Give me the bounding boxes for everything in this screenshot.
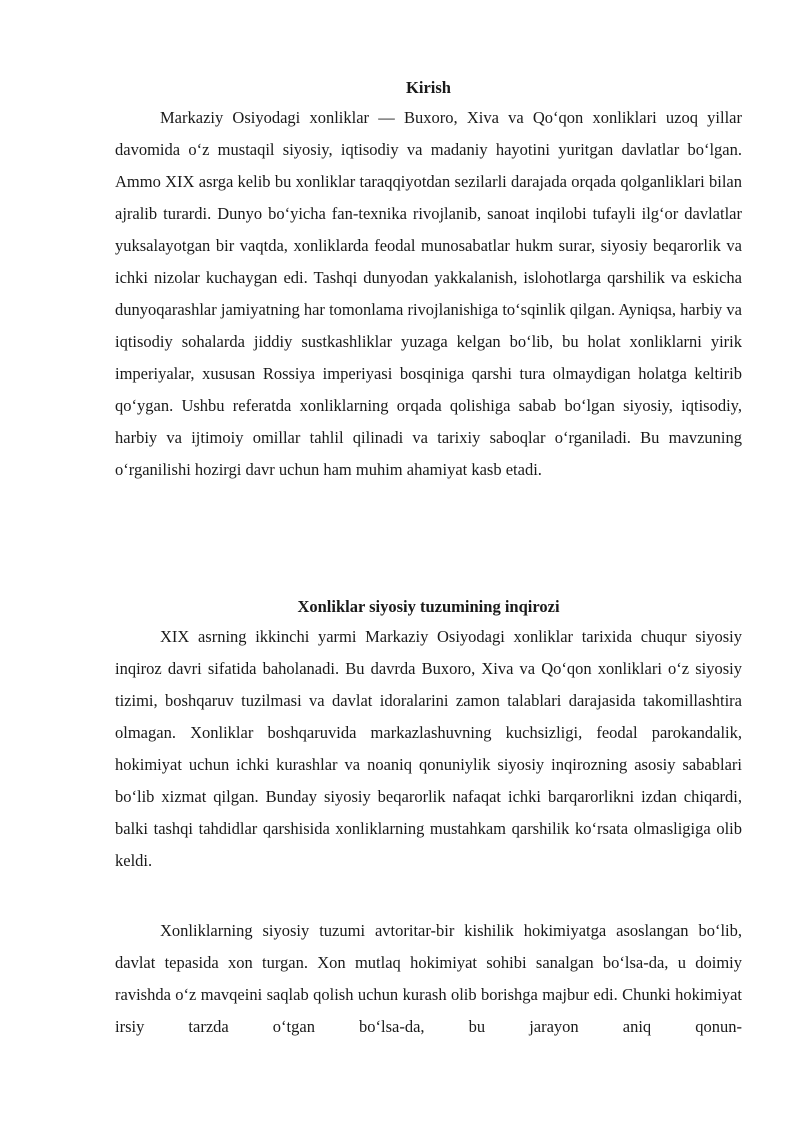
introduction-paragraph: Markaziy Osiyodagi xonliklar — Buxoro, Xiva va Qo‘qon xonliklari uzoq yillar davomida o‘z mustaqil siyosiy, iqtisodiy va madaniy hayotini yuritgan davlatlar bo‘lgan. Ammo XIX asrga kelib bu xonliklar taraqqiyotdan sezilarli darajada orqada qolganliklari bilan ajralib turardi. Dunyo bo‘yicha fan-texnika rivojlanib, sanoat inqilobi tufayli ilg‘or davlatlar yuksalayotgan bir vaqtda, xonliklarda feodal munosabatlar hukm surar, siyosiy beqarorlik va ichki nizolar kuchaygan edi. Tashqi dunyodan yakkalanish, islohotlarga qarshilik va eskicha dunyoqarashlar jamiyatning har tomonlama rivojlanishiga to‘sqinlik qilgan. Ayniqsa, harbiy va iqtisodiy sohalarda jiddiy sustkashliklar yuzaga kelgan bo‘lib, bu holat xonliklarni yirik imperiyalar, xususan Rossiya imperiyasi bosqiniga qarshi tura olmaydigan holatga keltirib qo‘ygan. Ushbu referatda xonliklarning orqada qolishiga sabab bo‘lgan siyosiy, iqtisodiy, harbiy va ijtimoiy omillar tahlil qilinadi va tarixiy saboqlar o‘rganiladi. Bu mavzuning o‘rganilishi hozirgi davr uchun ham muhim ahamiyat kasb etadi.: [115, 108, 742, 479]
section-heading-introduction: Kirish: [406, 78, 451, 97]
section-heading-political-crisis: Xonliklar siyosiy tuzumining inqirozi: [297, 597, 560, 616]
political-crisis-paragraph-2: Xonliklarning siyosiy tuzumi avtoritar-bir kishilik hokimiyatga asoslangan bo‘lib, davlat tepasida xon turgan. Xon mutlaq hokimiyat sohibi sanalgan bo‘lsa-da, u doimiy ravishda o‘z mavqeini saqlab qolish uchun kurash olib borishga majbur edi. Chunki hokimiyat irsiy tarzda o‘tgan bo‘lsa-da, bu jarayon aniq qonun-: [115, 921, 742, 1036]
political-crisis-paragraph-1: XIX asrning ikkinchi yarmi Markaziy Osiyodagi xonliklar tarixida chuqur siyosiy inqiroz davri sifatida baholanadi. Bu davrda Buxoro, Xiva va Qo‘qon xonliklari o‘z siyosiy tizimi, boshqaruv tuzilmasi va davlat idoralarini zamon talablari darajasida takomillashtira olmagan. Xonliklar boshqaruvida markazlashuvning kuchsizligi, feodal parokandalik, hokimiyat uchun ichki kurashlar va noaniq qonuniylik siyosiy inqirozning asosiy sabablari bo‘lib xizmat qilgan. Bunday siyosiy beqarorlik nafaqat ichki barqarorlikni izdan chiqardi, balki tashqi tahdidlar qarshisida xonliklarning mustahkam qarshilik ko‘rsata olmasligiga olib keldi.: [115, 627, 742, 870]
